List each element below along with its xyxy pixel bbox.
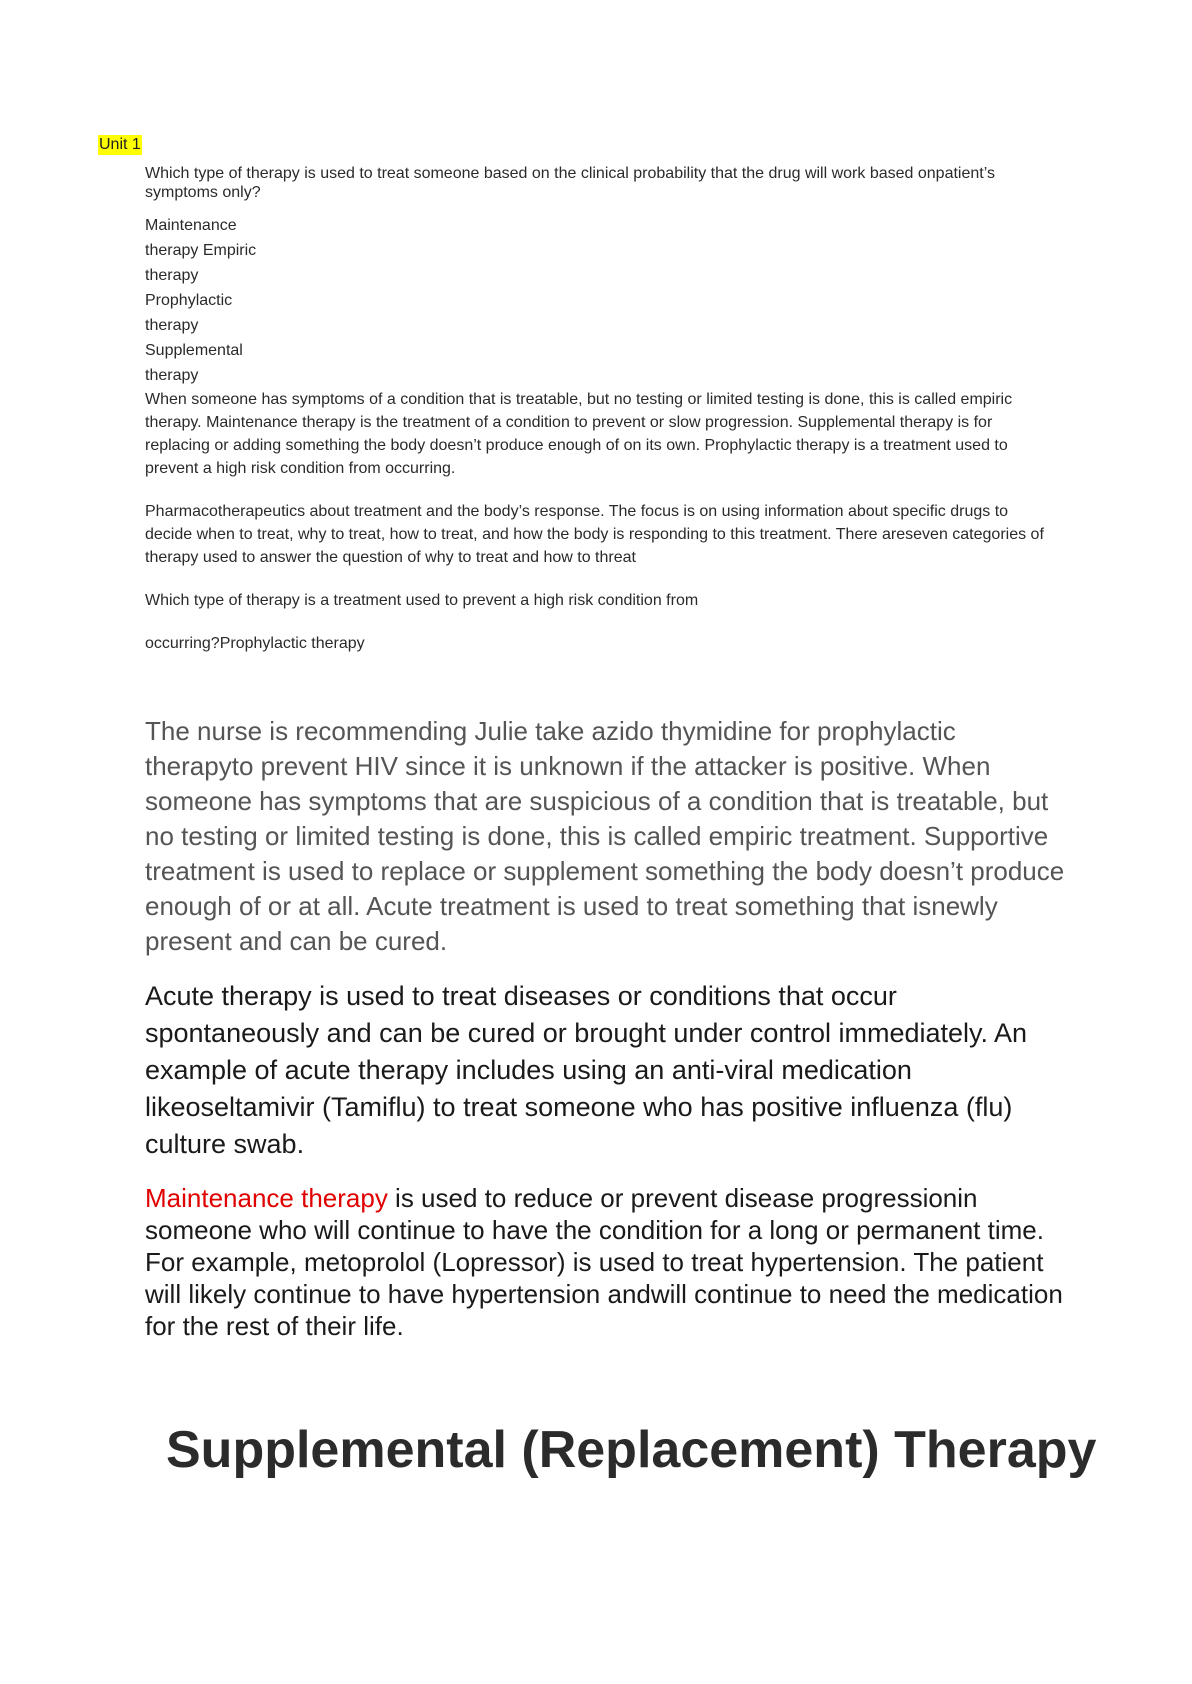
- option-line: therapy Empiric: [145, 242, 257, 259]
- explanation-1: When someone has symptoms of a condition that is treatable, but no testing or limited testing is done, this is called empiric therapy. Maintenance therapy is the treatment of a condition to prevent or slow progression. Supplemental therapy is for replacing or adding something the body doesn’t produce enough of on its own. Prophylactic therapy is a treatment used to prevent a high risk condition from occurring.: [145, 391, 1013, 477]
- option-line: therapy: [145, 317, 199, 334]
- option-line: Maintenance: [145, 217, 237, 234]
- unit-label: Unit 1: [99, 136, 141, 153]
- answer-options: [145, 213, 445, 388]
- maintenance-description: is used to reduce or prevent disease progressionin someone who will continue to have the condition for a long or permanent time. For example, metoprolol (Lopressor) is used to treat hypertension. The patient will likely continue to have hypertension andwill continue to need the medication for the rest of their life.: [145, 1183, 1063, 1341]
- nurse-paragraph: The nurse is recommending Julie take azido thymidine for prophylactic therapyto prevent HIV since it is unknown if the attacker is positive. When someone has symptoms that are suspicious of a condition that is treatable, but no testing or limited testing is done, this is called empiric treatment. Supportive treatment is used to replace or supplement something the body doesn’t produce enough of or at all. Acute treatment is used to treat something that isnewly present and can be cured.: [145, 716, 1065, 956]
- maintenance-term: Maintenance therapy: [145, 1183, 388, 1213]
- question-2-answer: occurring?Prophylactic therapy: [145, 635, 365, 652]
- option-line: therapy: [145, 267, 199, 284]
- option-line: therapy: [145, 367, 199, 384]
- acute-therapy-paragraph: Acute therapy is used to treat diseases or conditions that occur spontaneously and can be cured or brought under control immediately. An example of acute therapy includes using an anti-viral medication likeoseltamivir (Tamiflu) to treat someone who has positive influenza (flu) culture swab.: [145, 981, 1028, 1159]
- question-1: Which type of therapy is used to treat someone based on the clinical probability that the drug will work based onpatient’s symptoms only?: [145, 165, 995, 201]
- maintenance-therapy-paragraph: [145, 1182, 1075, 1342]
- section-heading: Supplemental (Replacement) Therapy: [166, 1421, 1097, 1479]
- option-line: Supplemental: [145, 342, 243, 359]
- question-2: Which type of therapy is a treatment used to prevent a high risk condition from: [145, 592, 699, 609]
- pharmacotherapeutics-paragraph: Pharmacotherapeutics about treatment and the body’s response. The focus is on using information about specific drugs to decide when to treat, why to treat, how to treat, and how the body is responding to this treatment. There areseven categories of therapy used to answer the question of why to treat and how to threat: [145, 503, 1044, 566]
- option-line: Prophylactic: [145, 292, 233, 309]
